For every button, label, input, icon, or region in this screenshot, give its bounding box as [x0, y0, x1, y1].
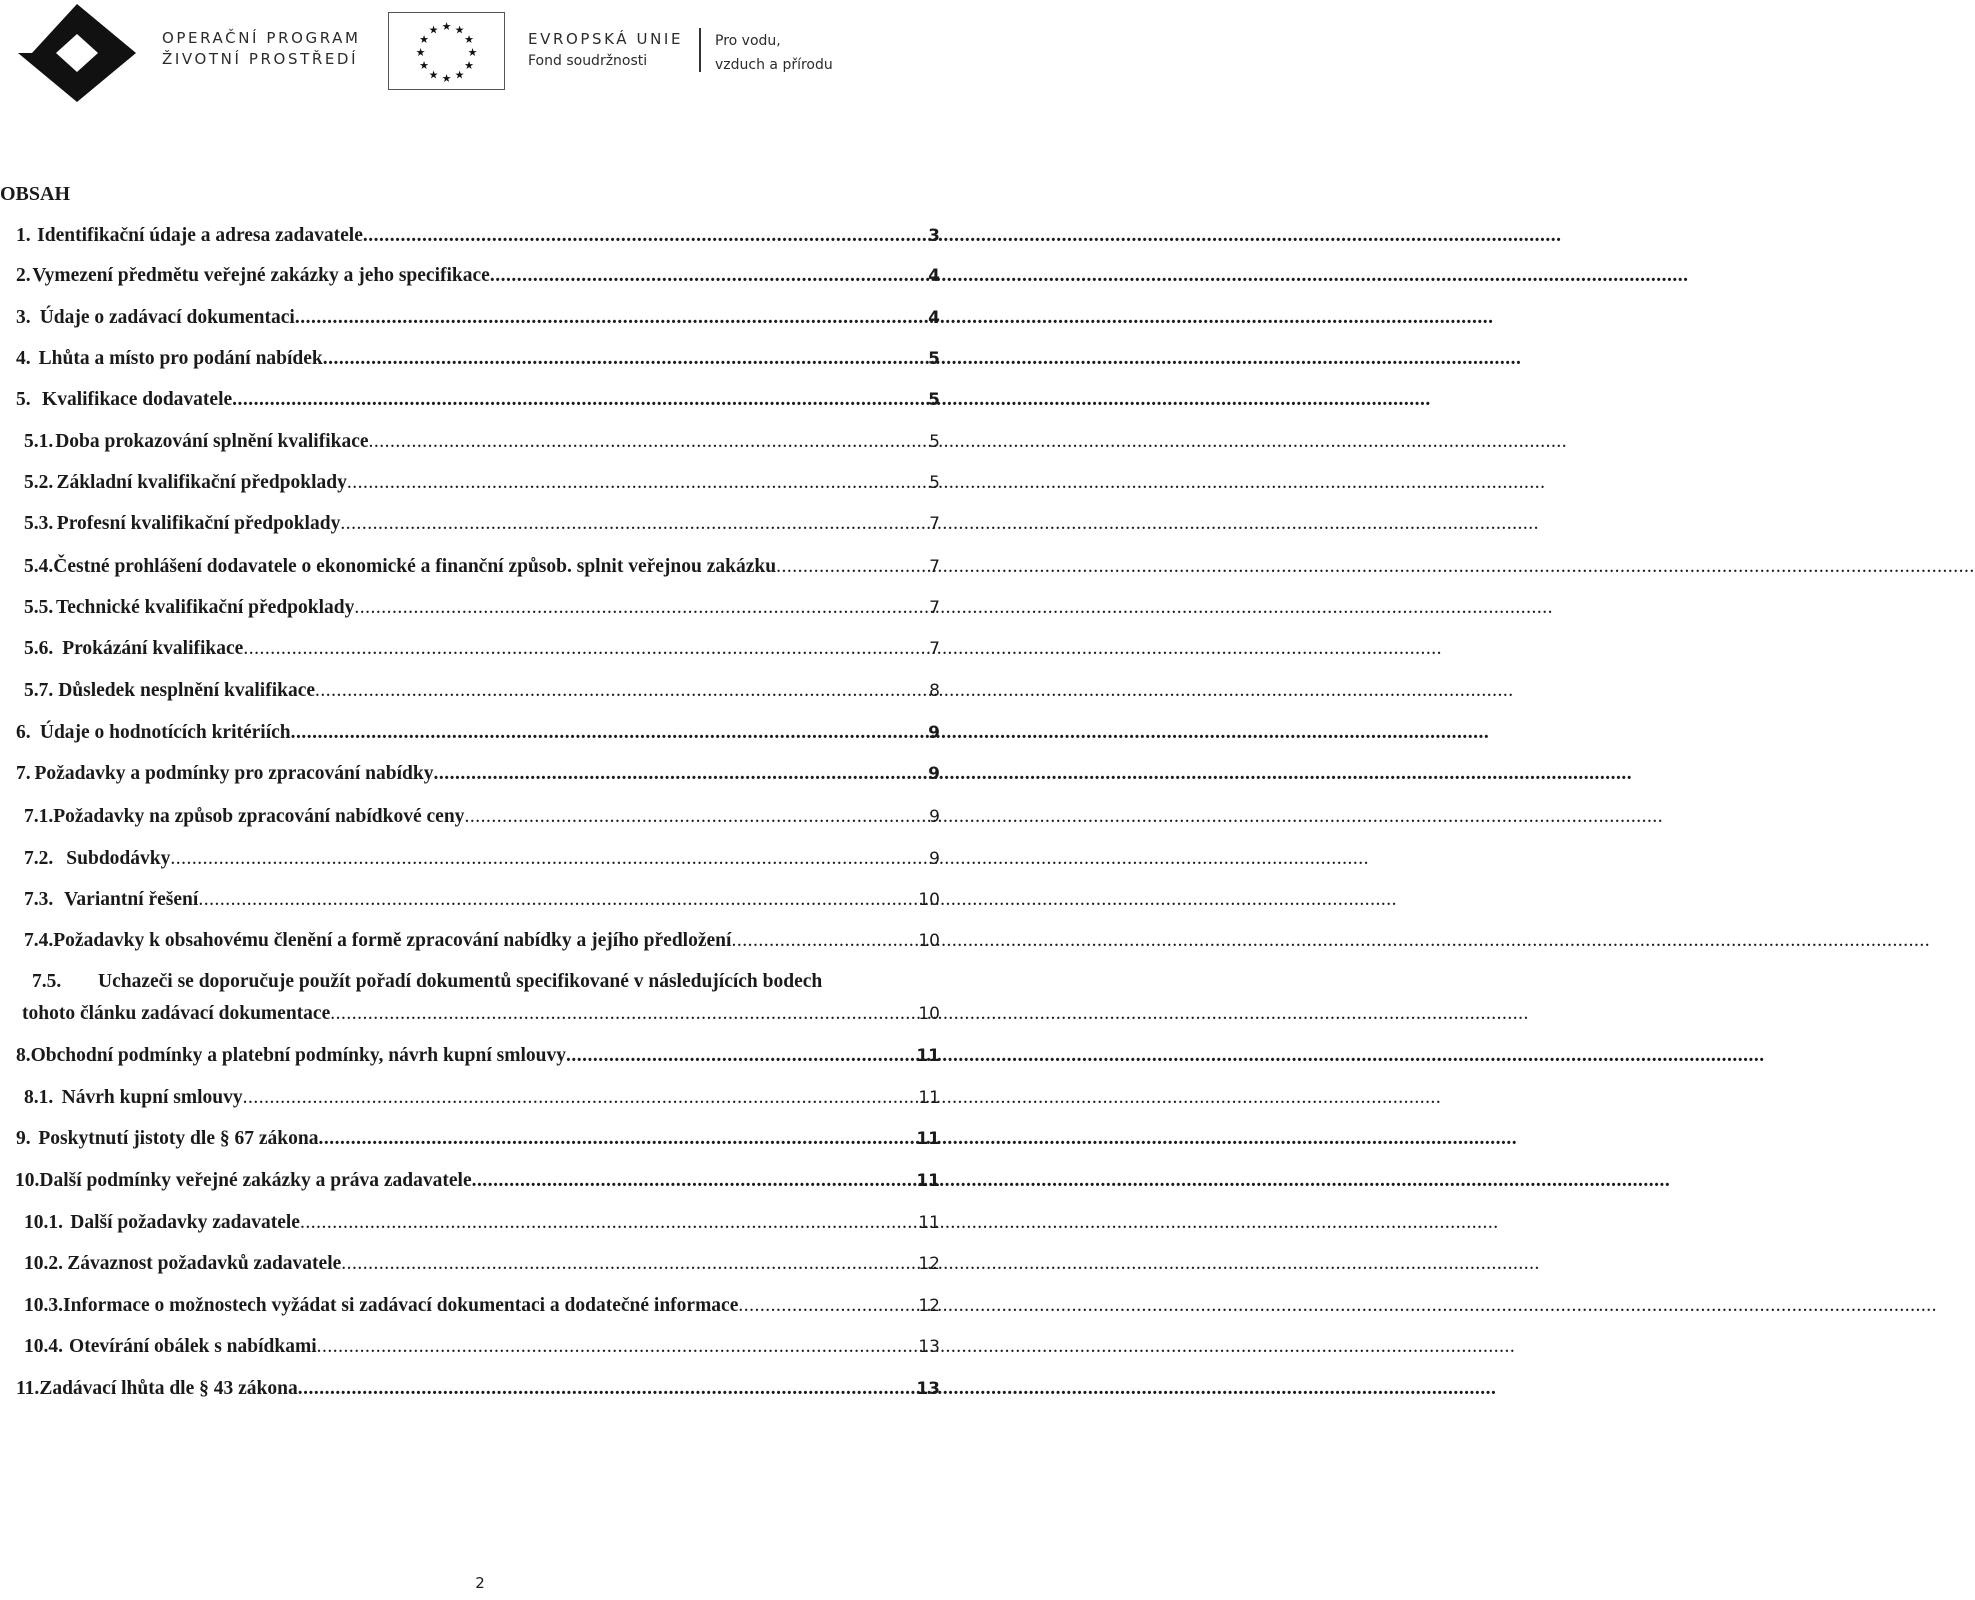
- toc-entry-page: 8: [929, 681, 940, 701]
- toc-entry-title: Vymezení předmětu veřejné zakázky a jeho specifikace: [32, 265, 490, 286]
- toc-entry-title: Důsledek nesplnění kvalifikace: [58, 680, 316, 701]
- toc-leader-dots: [232, 389, 926, 411]
- toc-entry-title-continued: tohoto článku zadávací dokumentace: [22, 1003, 331, 1024]
- toc-entry[interactable]: [24, 638, 940, 664]
- toc-entry[interactable]: [16, 763, 940, 789]
- svg-text:★: ★: [454, 68, 465, 82]
- toc-entry-number: 8.: [16, 1045, 31, 1066]
- toc-leader-dots: [323, 348, 926, 370]
- toc-entry-number: 7.: [16, 763, 31, 784]
- toc-leader-dots: [318, 1128, 914, 1150]
- svg-text:★: ★: [428, 68, 439, 82]
- toc-entry-number: 6.: [16, 722, 31, 743]
- toc-entry[interactable]: [16, 1045, 940, 1071]
- op-line-1: OPERAČNÍ PROGRAM: [162, 29, 361, 47]
- svg-text:★: ★: [467, 46, 478, 59]
- toc-entry-title: Čestné prohlášení dodavatele o ekonomické a finanční způsob. splnit veřejnou zakázku: [53, 556, 777, 577]
- toc-entry[interactable]: [24, 1212, 940, 1238]
- toc-entry[interactable]: [24, 848, 940, 874]
- toc-leader-dots: [347, 472, 927, 494]
- toc-entry-title: Obchodní podmínky a platební podmínky, návrh kupní smlouvy: [30, 1045, 567, 1066]
- toc-leader-dots: [243, 1087, 917, 1109]
- slogan-line-1: Pro vodu,: [715, 33, 781, 49]
- toc-entry-title: Variantní řešení: [64, 889, 199, 910]
- eu-fund: Fond soudržnosti: [528, 53, 648, 69]
- toc-entry-title: Subdodávky: [66, 848, 171, 869]
- toc-entry-title: Technické kvalifikační předpoklady: [56, 597, 355, 618]
- svg-text:★: ★: [464, 59, 474, 72]
- toc-entry[interactable]: [16, 348, 940, 374]
- toc-entry-number: 7.2.: [24, 848, 54, 869]
- toc-entry-title: Informace o možnostech vyžádat si zadávací dokumentaci a dodatečné informace: [63, 1295, 739, 1316]
- svg-text:★: ★: [441, 20, 452, 33]
- toc-entry[interactable]: [24, 1336, 940, 1362]
- toc-leader-dots: [315, 680, 927, 702]
- toc-entry-title: Další požadavky zadavatele: [70, 1212, 300, 1233]
- toc-leader-dots: [295, 307, 926, 329]
- toc-heading: OBSAH: [0, 183, 71, 205]
- toc-entry-page: 12: [918, 1296, 940, 1316]
- toc-entry-title: Uchazeči se doporučuje použít pořadí dokumentů specifikované v následujících bodech: [98, 971, 823, 992]
- toc-leader-dots: [341, 1253, 916, 1275]
- toc-entry-page: 11: [916, 1171, 940, 1191]
- toc-entry-number: 5.7.: [24, 680, 54, 701]
- toc-entry-title: Identifikační údaje a adresa zadavatele: [37, 225, 363, 246]
- toc-entry-number: 1.: [16, 225, 31, 246]
- toc-entry-page: 11: [916, 1046, 940, 1066]
- toc-entry-title: Další podmínky veřejné zakázky a práva zadavatele: [39, 1170, 472, 1191]
- toc-entry-number: 5.6.: [24, 638, 54, 659]
- svg-text:★: ★: [464, 33, 474, 46]
- toc-entry[interactable]: [16, 1378, 940, 1404]
- svg-text:★: ★: [441, 72, 452, 85]
- slogan: [715, 29, 833, 77]
- toc-entry-title: Údaje o zadávací dokumentaci: [39, 307, 295, 328]
- toc-entry[interactable]: [22, 1003, 940, 1029]
- eu-label: [528, 28, 683, 71]
- toc-entry-page: 7: [929, 639, 940, 659]
- svg-text:★: ★: [428, 23, 439, 37]
- toc-entry[interactable]: [24, 1087, 940, 1113]
- toc-entry-title: Požadavky k obsahovému členění a formě zpracování nabídky a jejího předložení: [53, 930, 732, 951]
- toc-leader-dots: [566, 1045, 914, 1067]
- toc-entry-number: 7.5.: [32, 971, 62, 992]
- toc-entry-page: 13: [918, 1337, 940, 1357]
- toc-entry-page: 7: [929, 514, 940, 534]
- toc-entry-title: Návrh kupní smlouvy: [61, 1087, 243, 1108]
- toc-entry[interactable]: [24, 431, 940, 457]
- toc-leader-dots: [354, 597, 927, 619]
- toc-entry-page: 12: [918, 1254, 940, 1274]
- toc-entry-title: Zadávací lhůta dle § 43 zákona: [39, 1378, 298, 1399]
- svg-text:★: ★: [419, 59, 429, 72]
- toc-leader-dots: [291, 722, 927, 744]
- toc-entry[interactable]: [24, 1295, 940, 1321]
- toc-entry-number: 5.2.: [24, 472, 54, 493]
- toc-entry-page: 4: [928, 266, 940, 286]
- toc-entry-page: 9: [928, 764, 940, 784]
- eu-title: EVROPSKÁ UNIE: [528, 30, 684, 48]
- toc-entry-number: 5.4.: [24, 556, 54, 577]
- toc-leader-dots: [330, 1003, 916, 1025]
- toc-leader-dots: [433, 763, 926, 785]
- toc-leader-dots: [317, 1336, 917, 1358]
- toc-entry-number: 7.3.: [24, 889, 54, 910]
- toc-entry[interactable]: [16, 265, 940, 291]
- toc-entry[interactable]: [15, 1170, 940, 1196]
- toc-entry-page: 7: [929, 557, 940, 577]
- toc-entry[interactable]: [16, 389, 940, 415]
- toc-entry-page: 5: [928, 349, 940, 369]
- toc-entry[interactable]: [24, 472, 940, 498]
- toc-entry-number: 11.: [16, 1378, 40, 1399]
- toc-leader-dots: [198, 889, 916, 911]
- toc-entry[interactable]: [24, 889, 940, 915]
- toc-entry-number: 5.5.: [24, 597, 54, 618]
- toc-entry-title: Lhůta a místo pro podání nabídek: [38, 348, 323, 369]
- op-program-name: [162, 28, 361, 70]
- toc-entry-number: 10.2.: [24, 1253, 63, 1274]
- header-divider: [699, 28, 701, 72]
- page-number: 2: [475, 1574, 485, 1592]
- toc-entry-page: 5: [928, 390, 940, 410]
- toc-leader-dots: [340, 513, 927, 535]
- svg-text:★: ★: [419, 33, 429, 46]
- toc-entry-title: Doba prokazování splnění kvalifikace: [55, 431, 369, 452]
- toc-entry-page: 10: [918, 890, 940, 910]
- toc-entry-title: Poskytnutí jistoty dle § 67 zákona: [38, 1128, 319, 1149]
- toc-entry-number: 4.: [16, 348, 31, 369]
- toc-entry-line[interactable]: [32, 971, 822, 993]
- toc-entry-title: Údaje o hodnotících kritériích: [39, 722, 291, 743]
- toc-entry-title: Profesní kvalifikační předpoklady: [56, 513, 341, 534]
- operacni-program-logo: [18, 4, 136, 102]
- toc-entry[interactable]: [16, 307, 940, 333]
- toc-entry-page: 11: [916, 1129, 940, 1149]
- toc-entry-number: 7.4.: [24, 930, 54, 951]
- toc-entry-number: 7.1.: [24, 806, 54, 827]
- toc-entry-page: 9: [929, 807, 940, 827]
- toc-entry-number: 9.: [16, 1128, 31, 1149]
- toc-entry-number: 10.3.: [24, 1295, 63, 1316]
- toc-entry-page: 10: [918, 1004, 940, 1024]
- toc-entry-number: 3.: [16, 307, 31, 328]
- toc-entry-number: 10.1.: [24, 1212, 63, 1233]
- toc-leader-dots: [243, 638, 927, 660]
- toc-entry[interactable]: [24, 513, 940, 539]
- toc-leader-dots: [298, 1378, 915, 1400]
- toc-entry[interactable]: [16, 225, 940, 251]
- toc-entry-page: 9: [929, 849, 940, 869]
- toc-leader-dots: [300, 1212, 916, 1234]
- toc-leader-dots: [464, 806, 927, 828]
- toc-entry-page: 13: [916, 1379, 940, 1399]
- toc-entry-number: 5.: [16, 389, 31, 410]
- toc-entry-title: Prokázání kvalifikace: [62, 638, 244, 659]
- toc-entry-title: Závaznost požadavků zadavatele: [67, 1253, 342, 1274]
- toc-entry-page: 5: [929, 473, 940, 493]
- toc-entry-number: 5.3.: [24, 513, 54, 534]
- toc-leader-dots: [369, 431, 928, 453]
- toc-entry[interactable]: [24, 680, 940, 706]
- toc-entry[interactable]: [24, 597, 940, 623]
- toc-leader-dots: [738, 1295, 916, 1317]
- toc-entry[interactable]: [24, 1253, 940, 1279]
- eu-flag-logo: [388, 12, 505, 90]
- toc-entry-title: Základní kvalifikační předpoklady: [56, 472, 347, 493]
- toc-entry-number: 8.1.: [24, 1087, 54, 1108]
- op-line-2: ŽIVOTNÍ PROSTŘEDÍ: [162, 50, 359, 68]
- toc-entry[interactable]: [24, 806, 940, 832]
- toc-entry-page: 5: [929, 432, 940, 452]
- toc-entry-page: 4: [928, 308, 940, 328]
- toc-entry-title: Požadavky na způsob zpracování nabídkové ceny: [53, 806, 465, 827]
- toc-entry-number: 10.4.: [24, 1336, 63, 1357]
- toc-entry-title: Požadavky a podmínky pro zpracování nabídky: [34, 763, 434, 784]
- page-header: [0, 0, 960, 110]
- toc-leader-dots: [170, 848, 927, 870]
- svg-text:★: ★: [415, 46, 426, 59]
- toc-leader-dots: [490, 265, 926, 287]
- toc-entry-title: Kvalifikace dodavatele: [42, 389, 233, 410]
- toc-entry[interactable]: [16, 722, 940, 748]
- eu-stars-icon: [389, 13, 504, 89]
- toc-entry[interactable]: [16, 1128, 940, 1154]
- slogan-line-2: vzduch a přírodu: [715, 57, 833, 73]
- toc-entry-title: Otevírání obálek s nabídkami: [69, 1336, 317, 1357]
- toc-entry[interactable]: [24, 930, 940, 956]
- toc-entry-number: 10.: [15, 1170, 40, 1191]
- toc-entry[interactable]: [24, 556, 940, 582]
- toc-leader-dots: [363, 225, 926, 247]
- toc-entry-page: 7: [929, 598, 940, 618]
- toc-leader-dots: [776, 556, 927, 578]
- toc-entry-page: 3: [928, 226, 940, 246]
- svg-text:★: ★: [454, 23, 465, 37]
- toc-entry-page: 10: [918, 931, 940, 951]
- toc-leader-dots: [731, 930, 916, 952]
- toc-entry-number: 5.1.: [24, 431, 54, 452]
- toc-entry-page: 11: [918, 1213, 940, 1233]
- toc-leader-dots: [472, 1170, 915, 1192]
- toc-entry-number: 2.: [16, 265, 31, 286]
- toc-entry-page: 11: [918, 1088, 940, 1108]
- toc-entry-page: 9: [928, 723, 940, 743]
